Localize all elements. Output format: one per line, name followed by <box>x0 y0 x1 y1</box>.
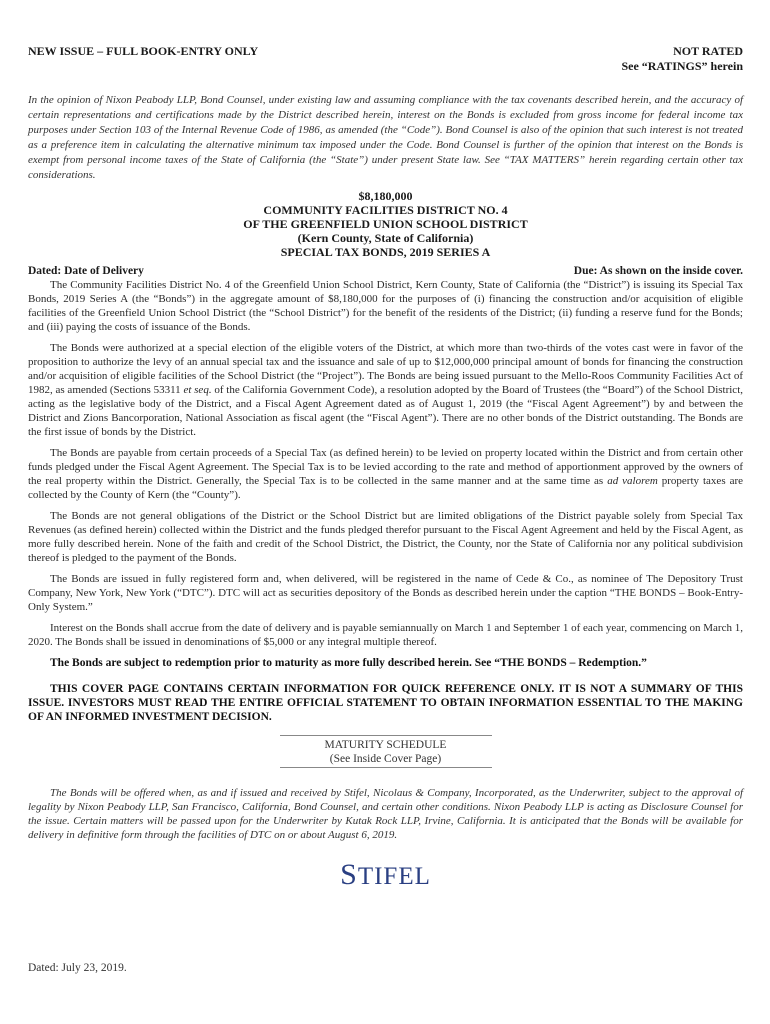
dated-label: Dated: Date of Delivery <box>28 265 144 277</box>
rating-block <box>621 44 743 74</box>
p2-part-b: of the California Government Code), a resolution adopted by the Board of Trustees (the “Board”) of the School District, acting as the legislative body of the District, and a Fiscal Agent Agreement dated as of August 1, 2019 (the “Fiscal Agent Agreement”) by and between the District and Zions Bancorporation, National Association as fiscal agent (the “Fiscal Agent”). There are no other bonds of the District outstanding. The Bonds are the first issue of bonds by the District. <box>28 384 743 438</box>
cover-page-disclaimer: THIS COVER PAGE CONTAINS CERTAIN INFORMATION FOR QUICK REFERENCE ONLY. IT IS NOT A SUMMARY OF THIS ISSUE. INVESTORS MUST READ THE ENTIRE OFFICIAL STATEMENT TO OBTAIN INFORMATION ESSENTIAL TO THE MAKING OF AN INFORMED INVESTMENT DECISION. <box>28 682 743 723</box>
paragraph-authorization <box>28 341 743 439</box>
bond-title-block <box>28 189 743 259</box>
p3-part-a: The Bonds are payable from certain proceeds of a Special Tax (as defined herein) to be levied on property located within the District and from certain other funds pledged under the Fiscal Agent Agreement. The Special Tax is to be levied according to the rate and method of apportionment approved by the owners of the real property within the District. Generally, the Special Tax is to be collected in the same manner and at the same time as <box>28 447 743 487</box>
redemption-notice: The Bonds are subject to redemption prior to maturity as more fully described herein. See “THE BONDS – Redemption.” <box>50 657 647 669</box>
dated-due-row <box>28 264 743 278</box>
issue-type: NEW ISSUE – FULL BOOK-ENTRY ONLY <box>28 44 259 58</box>
p2-emphasis: et seq. <box>183 384 212 396</box>
official-statement-date: Dated: July 23, 2019. <box>28 962 127 974</box>
bond-series: SPECIAL TAX BONDS, 2019 SERIES A <box>280 245 491 259</box>
p3-emphasis: ad valorem <box>607 475 658 487</box>
issuer-line-1: COMMUNITY FACILITIES DISTRICT NO. 4 <box>263 203 508 217</box>
paragraph-interest: Interest on the Bonds shall accrue from the date of delivery and is payable semiannually on March 1 and September 1 of each year, commencing on March 1, 2020. The Bonds shall be issued in denominations of $5,000 or any integral multiple thereof. <box>28 622 743 648</box>
paragraph-purpose: The Community Facilities District No. 4 of the Greenfield Union School District, Kern County, State of California (the “District”) is issuing its Special Tax Bonds, 2019 Series A (the “Bonds”) in the aggregate amount of $8,180,000 for the purposes of (i) financing the construction and/or acquisition of eligible facilities of the Greenfield Union School District (the “School District”) for the benefit of the residents of the District; (ii) funding a reserve fund for the Bonds; and (iii) paying the costs of issuance of the Bonds. <box>28 279 743 333</box>
due-label: Due: As shown on the inside cover. <box>573 265 743 277</box>
underwriting-statement: The Bonds will be offered when, as and if issued and received by Stifel, Nicolaus & Company, Incorporated, as the Underwriter, subject to the approval of legality by Nixon Peabody LLP, San Francisco, California, Bond Counsel, and certain other conditions. Nixon Peabody LLP is acting as Disclosure Counsel for the issue. Certain matters will be passed upon for the Underwriter by Kutak Rock LLP, Irvine, California. It is anticipated that the Bonds will be available for delivery in definitive form through the facilities of DTC on or about August 6, 2019. <box>28 787 743 841</box>
logo-rest: TIFEL <box>357 863 431 890</box>
paragraph-security <box>28 446 743 502</box>
maturity-schedule-box <box>280 735 492 768</box>
rating-status: NOT RATED <box>673 44 743 58</box>
p3-part-b: property taxes are collected by the County of Kern (the “County”). <box>28 475 743 501</box>
bond-counsel-opinion: In the opinion of Nixon Peabody LLP, Bond Counsel, under existing law and assuming compliance with the tax covenants described herein, and the accuracy of certain representations and certifications made by the District described herein, interest on the Bonds is excluded from gross income for federal income tax purposes under Section 103 of the Internal Revenue Code of 1986, as amended (the “Code”). Bond Counsel is also of the opinion that such interest is not treated as a preference item in calculating the alternative minimum tax imposed under the Code. Bond Counsel is further of the opinion that interest on the Bonds is exempt from personal income taxes of the State of California (the “State”) under present State law. See “TAX MATTERS” herein regarding certain other tax considerations. <box>28 94 743 181</box>
logo-initial: S <box>340 858 358 891</box>
maturity-title: MATURITY SCHEDULE <box>324 739 447 751</box>
cover-page <box>28 44 743 892</box>
p2-part-a: The Bonds were authorized at a special election of the eligible voters of the District, at which more than two-thirds of the votes cast were in favor of the proposition to authorize the levy of an annual special tax and the issuance and sale of up to $12,000,000 principal amount of bonds for financing the construction and/or acquisition of eligible facilities of the School District (the “Project”). The Bonds are being issued pursuant to the Mello-Roos Community Facilities Act of 1982, as amended (Sections 53311 <box>28 342 743 396</box>
issuer-location: (Kern County, State of California) <box>297 231 474 245</box>
stifel-logo <box>28 858 743 892</box>
paragraph-registration: The Bonds are issued in fully registered form and, when delivered, will be registered in the name of Cede & Co., as nominee of The Depository Trust Company, New York, New York (“DTC”). DTC will act as securities depository of the Bonds as described herein under the caption “THE BONDS – Book-Entry-Only System.” <box>28 573 743 613</box>
maturity-reference: (See Inside Cover Page) <box>329 753 442 765</box>
header-row <box>28 44 743 74</box>
rating-reference: See “RATINGS” herein <box>621 59 743 73</box>
bond-amount: $8,180,000 <box>358 189 413 203</box>
paragraph-limited-obligations: The Bonds are not general obligations of the District or the School District but are limited obligations of the District payable solely from Special Tax Revenues (as defined herein) collected within the District and the funds pledged therefor pursuant to the Fiscal Agent Agreement and held by the Fiscal Agent, as more fully described herein. None of the faith and credit of the School District, the District, the County, nor the State of California nor any political subdivision thereof is pledged to the payment of the Bonds. <box>28 510 743 564</box>
issuer-line-2: OF THE GREENFIELD UNION SCHOOL DISTRICT <box>243 217 528 231</box>
